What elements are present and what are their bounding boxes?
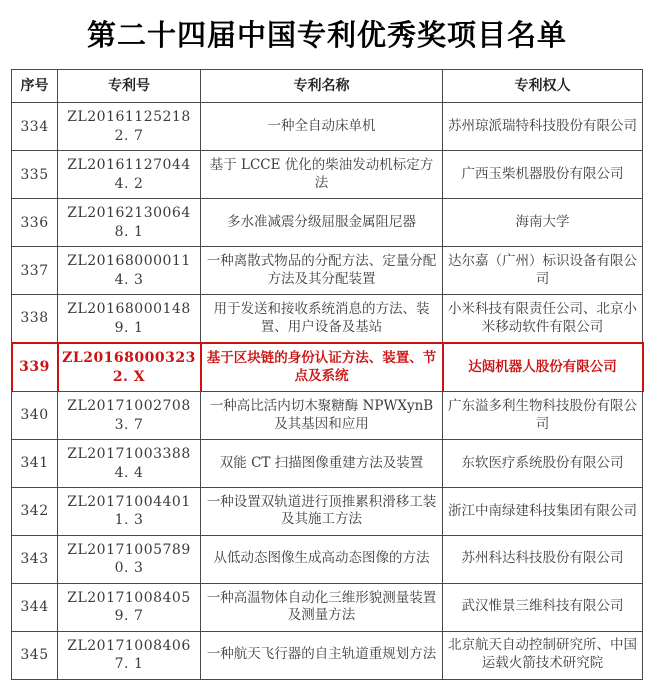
row-number-cell: 336 [12, 199, 58, 247]
document-page [0, 13, 654, 673]
patent-name-cell: 一种航天飞行器的自主轨道重规划方法 [201, 631, 443, 679]
table-row [12, 631, 643, 679]
patent-table [11, 69, 644, 680]
patent-owner-cell: 广东溢多利生物科技股份有限公司 [443, 392, 643, 440]
patent-number-cell: ZL201710044011. 3 [58, 487, 201, 535]
patent-owner-cell: 苏州科达科技股份有限公司 [443, 535, 643, 583]
column-header: 专利号 [58, 70, 201, 103]
table-row [12, 199, 643, 247]
page-title: 第二十四届中国专利优秀奖项目名单 [86, 18, 567, 52]
table-row-highlighted [12, 343, 643, 391]
patent-number-cell: ZL201680001489. 1 [58, 295, 201, 343]
patent-owner-cell: 浙江中南绿建科技集团有限公司 [443, 487, 643, 535]
patent-name-cell: 一种设置双轨道进行顶推累积滑移工装及其施工方法 [201, 487, 443, 535]
patent-owner-cell: 北京航天自动控制研究所、中国运载火箭技术研究院 [443, 631, 643, 679]
patent-name-cell: 用于发送和接收系统消息的方法、装置、用户设备及基站 [201, 295, 443, 343]
patent-owner-cell: 达尔嘉（广州）标识设备有限公司 [443, 247, 643, 295]
column-header: 专利权人 [443, 70, 643, 103]
patent-number-cell: ZL201710027083. 7 [58, 392, 201, 440]
patent-owner-cell: 武汉惟景三维科技有限公司 [443, 583, 643, 631]
patent-name-cell: 基于 LCCE 优化的柴油发动机标定方法 [201, 151, 443, 199]
table-row [12, 103, 643, 151]
patent-number-cell: ZL201611270444. 2 [58, 151, 201, 199]
patent-name-cell: 基于区块链的身份认证方法、装置、节点及系统 [201, 343, 443, 391]
column-header: 专利名称 [201, 70, 443, 103]
row-number-cell: 345 [12, 631, 58, 679]
patent-number-cell: ZL201621300648. 1 [58, 199, 201, 247]
table-row [12, 151, 643, 199]
patent-number-cell: ZL201680000114. 3 [58, 247, 201, 295]
table-row [12, 392, 643, 440]
patent-number-cell: ZL201680003232. X [58, 343, 201, 391]
table-row [12, 440, 643, 488]
table-body [12, 103, 643, 679]
row-number-cell: 339 [12, 343, 58, 391]
row-number-cell: 334 [12, 103, 58, 151]
patent-number-cell: ZL201710057890. 3 [58, 535, 201, 583]
patent-owner-cell: 广西玉柴机器股份有限公司 [443, 151, 643, 199]
patent-name-cell: 从低动态图像生成高动态图像的方法 [201, 535, 443, 583]
patent-number-cell: ZL201710084067. 1 [58, 631, 201, 679]
table-row [12, 535, 643, 583]
patent-owner-cell: 小米科技有限责任公司、北京小米移动软件有限公司 [443, 295, 643, 343]
column-header: 序号 [12, 70, 58, 103]
patent-owner-cell: 达闼机器人股份有限公司 [443, 343, 643, 391]
row-number-cell: 343 [12, 535, 58, 583]
table-header-row [12, 70, 643, 103]
table-row [12, 487, 643, 535]
table-row [12, 295, 643, 343]
patent-owner-cell: 苏州琼派瑞特科技股份有限公司 [443, 103, 643, 151]
patent-owner-cell: 东软医疗系统股份有限公司 [443, 440, 643, 488]
patent-name-cell: 一种离散式物品的分配方法、定量分配方法及其分配装置 [201, 247, 443, 295]
table-row [12, 583, 643, 631]
patent-name-cell: 双能 CT 扫描图像重建方法及装置 [201, 440, 443, 488]
patent-owner-cell: 海南大学 [443, 199, 643, 247]
row-number-cell: 337 [12, 247, 58, 295]
table-row [12, 247, 643, 295]
patent-name-cell: 多水准减震分级屈服金属阻尼器 [201, 199, 443, 247]
row-number-cell: 344 [12, 583, 58, 631]
patent-number-cell: ZL201611252182. 7 [58, 103, 201, 151]
patent-number-cell: ZL201710033884. 4 [58, 440, 201, 488]
patent-number-cell: ZL201710084059. 7 [58, 583, 201, 631]
row-number-cell: 338 [12, 295, 58, 343]
row-number-cell: 342 [12, 487, 58, 535]
patent-name-cell: 一种全自动床单机 [201, 103, 443, 151]
patent-name-cell: 一种高比活内切木聚糖酶 NPWXynB 及其基因和应用 [201, 392, 443, 440]
patent-name-cell: 一种高温物体自动化三维形貌测量装置及测量方法 [201, 583, 443, 631]
row-number-cell: 335 [12, 151, 58, 199]
row-number-cell: 341 [12, 440, 58, 488]
row-number-cell: 340 [12, 392, 58, 440]
